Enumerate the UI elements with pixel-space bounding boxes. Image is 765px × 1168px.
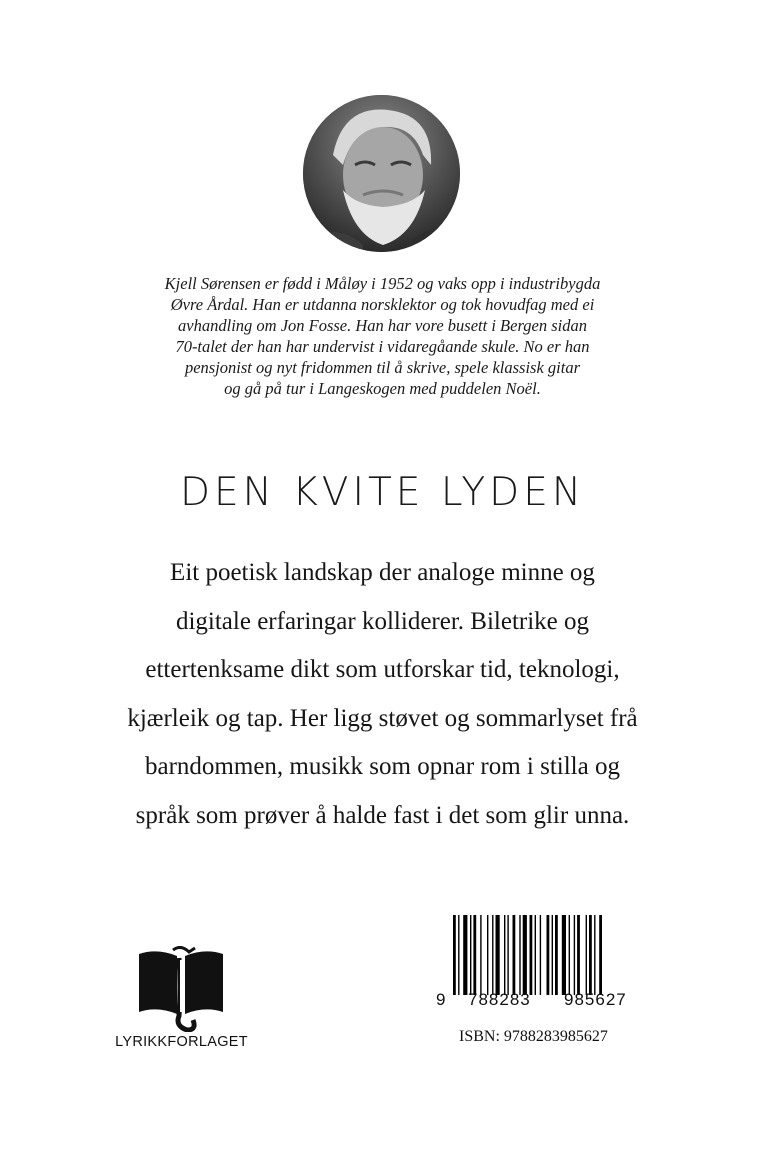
blurb-line: Eit poetisk landskap der analoge minne og [170,559,595,586]
blurb-line: ettertenksame dikt som utforskar tid, teknologi, [145,656,620,684]
bio-line: Kjell Sørensen er fødd i Måløy i 1952 og vaks opp i industribygda [164,274,601,293]
barcode-digits-left: 788283 [468,990,531,1009]
blurb-line: barndommen, musikk som opnar rom i stilla og [145,753,620,781]
bio-line: 70-talet der han har undervist i vidaregåande skule. No er han [175,337,590,356]
barcode-digits-right: 985627 [564,990,627,1009]
book-blurb [60,549,705,841]
bio-line: Øvre Årdal. Han er utdanna norsklektor og tok hovudfag med ei [170,295,595,314]
bio-line: og gå på tur i Langeskogen med puddelen Noël. [224,379,541,398]
publisher-book-icon [135,946,227,1032]
bio-line: avhandling om Jon Fosse. Han har vore busett i Bergen sidan [178,316,587,335]
isbn-text: ISBN: 9788283985627 [459,1028,608,1045]
bio-line: pensjonist og nyt fridommen til å skrive, spele klassisk gitar [184,358,581,377]
book-title: DEN KVITE LYDEN [179,470,586,515]
blurb-line: språk som prøver å halde fast i det som glir unna. [135,801,630,829]
blurb-line: digitale erfaringar kolliderer. Biletrike og [175,607,590,635]
barcode-digit-first: 9 [436,990,447,1009]
author-photo [303,95,460,252]
publisher-name: LYRIKKFORLAGET [115,1034,248,1050]
blurb-line: kjærleik og tap. Her ligg støvet og sommarlyset frå [127,704,638,732]
barcode [453,915,648,995]
author-bio [110,273,655,399]
